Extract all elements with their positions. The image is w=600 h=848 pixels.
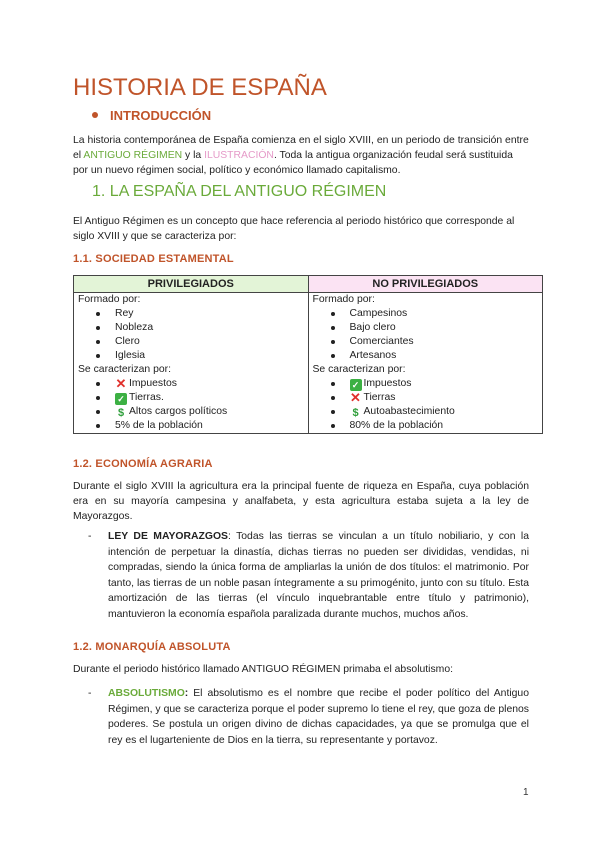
cross-mark-icon: ✕ [115,376,127,391]
list-item: 5% de la población [78,419,305,433]
mayorazgos-label: LEY DE MAYORAZGOS [108,531,228,542]
privilegiados-header: PRIVILEGIADOS [74,276,309,293]
antiguo-regimen-highlight: ANTIGUO RÉGIMEN [83,150,183,161]
list-item: Rey [78,307,305,321]
ilustracion-highlight: ILUSTRACIÓN [204,150,274,161]
check-mark-icon: ✓ [350,379,362,391]
list-item: Bajo clero [313,321,540,335]
subsection-heading-economia: 1.2. ECONOMÍA AGRARIA [73,458,213,470]
monarquia-paragraph: Durante el periodo histórico llamado ANTIGUO RÉGIMEN primaba el absolutismo: [73,664,453,675]
dash-bullet: - [88,688,92,699]
list-item: ✓ Tierras. [78,391,305,405]
intro-text-e: . Toda la antigua organización feudal será sustituida por un nuevo régimen social, político y económico llamado capitalismo. [73,150,513,176]
intro-text-a: La historia contemporánea de España comienza en el siglo XVIII, en un periodo de transición entre el [73,135,529,161]
list-item: Comerciantes [313,335,540,349]
intro-paragraph [73,133,529,178]
mayorazgos-item [88,529,529,622]
absolutismo-item [88,686,529,748]
section1-paragraph: El Antiguo Régimen es un concepto que hace referencia al periodo histórico que corresponde al siglo XVIII y que se caracteriza por: [73,216,515,242]
list-item: $ Altos cargos políticos [78,405,305,419]
list-item: ✕ Impuestos [78,377,305,391]
cross-mark-icon: ✕ [350,390,361,405]
page-title: HISTORIA DE ESPAÑA [73,74,327,101]
privilegiados-cell [74,293,309,434]
check-mark-icon: ✓ [115,393,127,405]
intro-text-c: y la [182,150,205,161]
absolutismo-text: El absolutismo es el nombre que recibe el poder político del Antiguo Régimen, y que se caracteriza porque el poder supremo lo tiene el rey, que goza de plenos poderes. Se postula un origen divino de dichas capacidades, ya que se promulga que el rey es el lugarteniente de Dios en la tierra, su representante y portavoz. [108,688,529,746]
page-number: 1 [523,787,529,798]
estamental-table [73,275,543,434]
formed-label: Formado por: [312,294,375,305]
characteristics-label: Se caracterizan por: [312,364,406,375]
economia-paragraph: Durante el siglo XVIII la agricultura era la principal fuente de riqueza en España, cuya población era en su mayoría campesina y analfabeta, y esta agricultura estaba sujeta a la ley de Mayorazgos. [73,481,529,522]
list-item: $ Autoabastecimiento [313,405,540,419]
dollar-icon: $ [117,407,125,419]
bullet-icon [92,112,98,118]
mayorazgos-text: : Todas las tierras se vinculan a un título nobiliario, y con la intención de perpetuar la dinastía, dichas tierras no pueden ser divididas, vendidas, ni compradas, siendo la única forma de ampliarlas la unión de dos títulos: el matrimonio. Por tanto, las tierras de un noble pasan íntegramente a su primogénito, junto con su título. Esta amortización de las tierras (el vínculo inquebrantable entre título y patrimonio), mantuvieron la economía española paralizada durante muchos, muchos años. [108,531,529,620]
section-heading-1: 1. LA ESPAÑA DEL ANTIGUO RÉGIMEN [92,183,387,200]
intro-heading [92,108,211,123]
absolutismo-colon: : [184,688,194,699]
dollar-icon: $ [352,407,359,419]
no-privilegiados-cell [308,293,543,434]
list-item: Nobleza [78,321,305,335]
list-item: 80% de la población [313,419,540,433]
list-item: ✓ Impuestos [313,377,540,391]
formed-label: Formado por: [78,294,141,305]
dash-bullet: - [88,531,92,542]
intro-heading-text: INTRODUCCIÓN [110,108,212,123]
no-privilegiados-header: NO PRIVILEGIADOS [308,276,543,293]
list-item: Campesinos [313,307,540,321]
list-item: ✕ Tierras [313,391,540,405]
list-item: Clero [78,335,305,349]
subsection-heading-sociedad: 1.1. SOCIEDAD ESTAMENTAL [73,253,234,265]
characteristics-label: Se caracterizan por: [78,364,171,375]
subsection-heading-monarquia: 1.2. MONARQUÍA ABSOLUTA [73,641,231,653]
list-item: Artesanos [313,349,540,363]
list-item: Iglesia [78,349,305,363]
absolutismo-label: ABSOLUTISMO [108,688,185,699]
